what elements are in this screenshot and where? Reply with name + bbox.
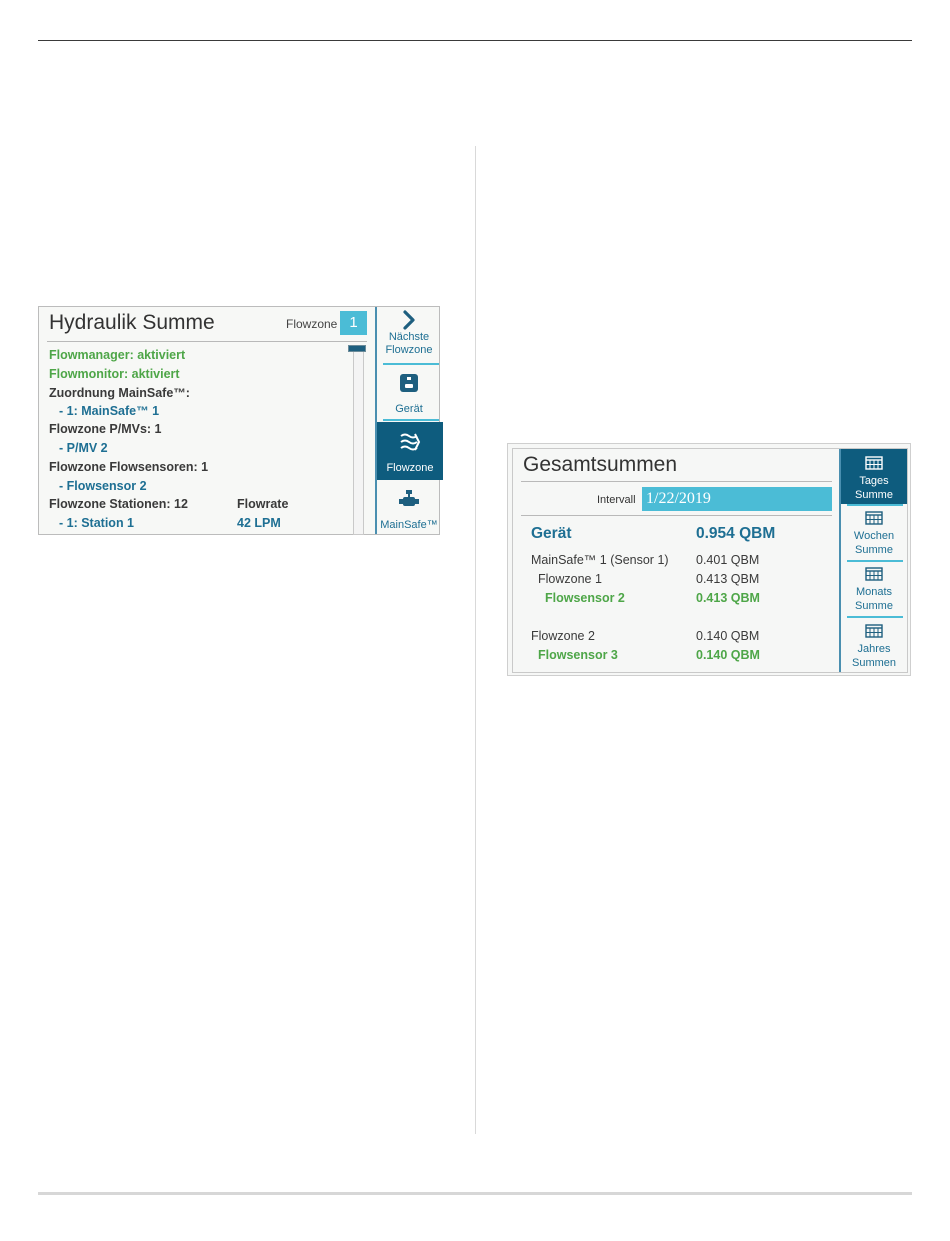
calendar-icon bbox=[865, 624, 883, 638]
calendar-icon bbox=[865, 511, 883, 525]
monthly-total-label-1: Monats bbox=[855, 586, 893, 598]
mainsafe-button[interactable] bbox=[377, 489, 441, 532]
flow-waves-icon bbox=[399, 432, 421, 452]
monthly-total-button[interactable] bbox=[841, 567, 907, 613]
flowsensor-3-value: 0.140 QBM bbox=[696, 648, 760, 662]
flowmonitor-status: Flowmonitor: aktiviert bbox=[49, 367, 180, 381]
next-flowzone-label-2: Flowzone bbox=[385, 344, 433, 356]
summen-side-menu bbox=[839, 449, 907, 672]
flowzone-2-value: 0.140 QBM bbox=[696, 629, 760, 643]
hydraulik-side-menu bbox=[375, 307, 441, 534]
daily-total-label-1: Tages bbox=[859, 475, 889, 487]
mainsafe-list-item: - 1: MainSafe™ 1 bbox=[59, 404, 160, 418]
interval-label: Intervall bbox=[597, 494, 636, 506]
title-divider bbox=[47, 341, 367, 342]
device-total-label: Gerät bbox=[531, 525, 572, 542]
flowzone-button[interactable] bbox=[377, 422, 443, 480]
menu-divider bbox=[383, 419, 439, 421]
flowsensor-3-label: Flowsensor 3 bbox=[538, 648, 618, 662]
controller-icon bbox=[399, 373, 419, 393]
column-divider bbox=[475, 146, 476, 1134]
chevron-right-icon bbox=[399, 309, 419, 331]
daily-total-label-2: Summe bbox=[855, 489, 893, 501]
hydraulik-main-area bbox=[39, 307, 375, 534]
menu-divider bbox=[847, 504, 903, 506]
hydraulik-summe-screen bbox=[38, 306, 440, 535]
scrollbar-thumb[interactable] bbox=[348, 345, 366, 352]
interval-divider bbox=[521, 515, 832, 516]
weekly-total-label-1: Wochen bbox=[853, 530, 895, 542]
flowzone-1-value: 0.413 QBM bbox=[696, 572, 760, 586]
calendar-icon bbox=[865, 567, 883, 581]
screen-title: Hydraulik Summe bbox=[49, 311, 215, 334]
device-button[interactable] bbox=[377, 373, 441, 416]
gesamtsummen-frame bbox=[512, 448, 908, 673]
calendar-icon bbox=[865, 456, 883, 470]
station-flowrate-value: 42 LPM bbox=[237, 516, 281, 530]
title-divider bbox=[521, 481, 832, 482]
flowzone-label: Flowzone bbox=[386, 462, 434, 474]
weekly-total-button[interactable] bbox=[841, 511, 907, 557]
flowzone-2-label: Flowzone 2 bbox=[531, 629, 595, 643]
flowsensor-header: Flowzone Flowsensoren: 1 bbox=[49, 460, 209, 474]
flowzone-1-label: Flowzone 1 bbox=[538, 572, 602, 586]
mainsafe-label: MainSafe™ bbox=[380, 519, 438, 531]
top-rule bbox=[38, 40, 912, 41]
menu-divider bbox=[383, 363, 439, 365]
yearly-total-label-1: Jahres bbox=[857, 643, 891, 655]
flowrate-header: Flowrate bbox=[237, 497, 289, 511]
mainsafe-assignment-header: Zuordnung MainSafe™: bbox=[49, 386, 190, 400]
scrollbar-track[interactable] bbox=[353, 345, 364, 535]
menu-divider bbox=[847, 560, 903, 562]
menu-divider bbox=[847, 616, 903, 618]
screen-title: Gesamtsummen bbox=[523, 453, 678, 476]
pmv-list-item: - P/MV 2 bbox=[59, 441, 108, 455]
stations-header: Flowzone Stationen: 12 bbox=[49, 497, 188, 511]
station-list-item: - 1: Station 1 bbox=[59, 516, 135, 530]
flowsensor-list-item: - Flowsensor 2 bbox=[59, 479, 147, 493]
pmv-header: Flowzone P/MVs: 1 bbox=[49, 422, 162, 436]
yearly-total-label-2: Summen bbox=[851, 657, 897, 669]
mainsafe-total-label: MainSafe™ 1 (Sensor 1) bbox=[531, 553, 669, 567]
bottom-rule bbox=[38, 1192, 912, 1195]
monthly-total-label-2: Summe bbox=[855, 600, 893, 612]
next-flowzone-button[interactable] bbox=[377, 309, 441, 357]
interval-date-field[interactable]: 1/22/2019 bbox=[642, 487, 832, 511]
flowzone-number-field[interactable]: 1 bbox=[340, 311, 367, 335]
valve-icon bbox=[398, 489, 420, 509]
gesamtsummen-screen bbox=[507, 443, 911, 676]
flowsensor-2-label: Flowsensor 2 bbox=[545, 591, 625, 605]
yearly-total-button[interactable] bbox=[841, 624, 907, 670]
device-label: Gerät bbox=[395, 403, 423, 415]
flowmanager-status: Flowmanager: aktiviert bbox=[49, 348, 186, 362]
flowzone-label: Flowzone bbox=[286, 317, 338, 331]
next-flowzone-label-1: Nächste bbox=[388, 331, 430, 343]
weekly-total-label-2: Summe bbox=[855, 544, 893, 556]
flowsensor-2-value: 0.413 QBM bbox=[696, 591, 760, 605]
daily-total-button[interactable] bbox=[841, 449, 907, 504]
mainsafe-total-value: 0.401 QBM bbox=[696, 553, 760, 567]
device-total-value: 0.954 QBM bbox=[696, 525, 776, 542]
